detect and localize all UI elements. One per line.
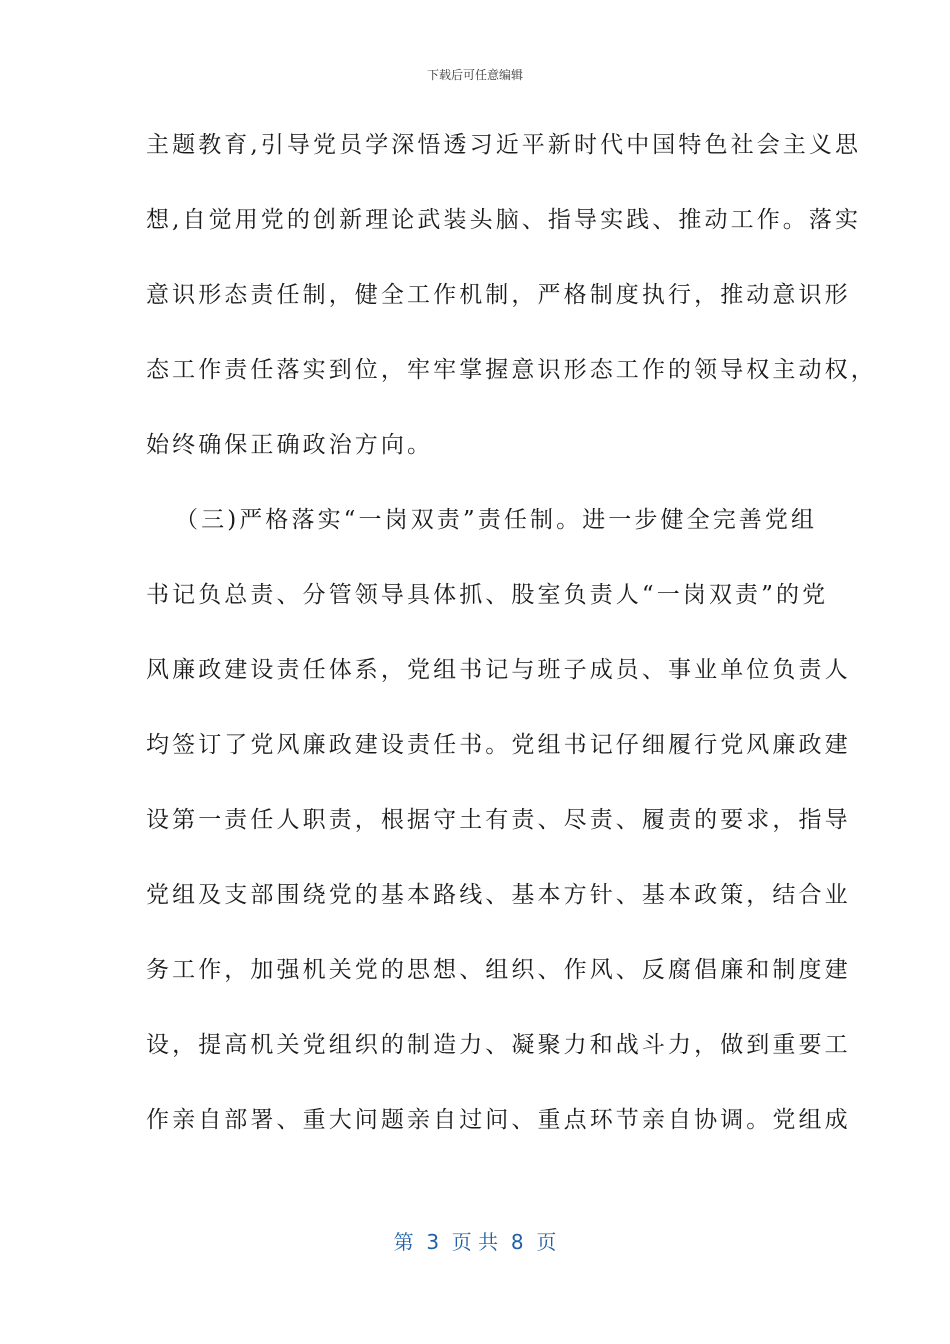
- text-line: 设，提高机关党组织的制造力、凝聚力和战斗力，做到重要工: [146, 1032, 851, 1058]
- text-line: 党组及支部围绕党的基本路线、基本方针、基本政策，结合业: [146, 882, 851, 908]
- page-number: 第 3 页 共 8 页: [393, 1230, 557, 1254]
- text-line: 意识形态责任制，健全工作机制，严格制度执行，推动意识形: [146, 282, 851, 308]
- text-line: 主题教育,引导党员学深悟透习近平新时代中国特色社会主义思: [146, 132, 862, 158]
- text-line: 设第一责任人职责，根据守土有责、尽责、履责的要求，指导: [146, 807, 851, 833]
- text-line: 风廉政建设责任体系，党组书记与班子成员、事业单位负责人: [146, 657, 851, 683]
- text-line: 想,自觉用党的创新理论武装头脑、指导实践、推动工作。落实: [146, 207, 862, 233]
- text-line: 均签订了党风廉政建设责任书。党组书记仔细履行党风廉政建: [146, 732, 851, 758]
- text-line: 态工作责任落实到位，牢牢掌握意识形态工作的领导权主动权，: [146, 357, 877, 383]
- text-line: 作亲自部署、重大问题亲自过问、重点环节亲自协调。党组成: [146, 1107, 851, 1133]
- download-note: 下载后可任意编辑: [426, 68, 523, 82]
- text-line: 务工作，加强机关党的思想、组织、作风、反腐倡廉和制度建: [146, 957, 851, 983]
- text-line: （三)严格落实“一岗双责”责任制。进一步健全完善党组: [175, 507, 818, 533]
- text-line: 始终确保正确政治方向。: [146, 432, 434, 458]
- text-line: 书记负总责、分管领导具体抓、股室负责人“一岗双责”的党: [146, 582, 829, 608]
